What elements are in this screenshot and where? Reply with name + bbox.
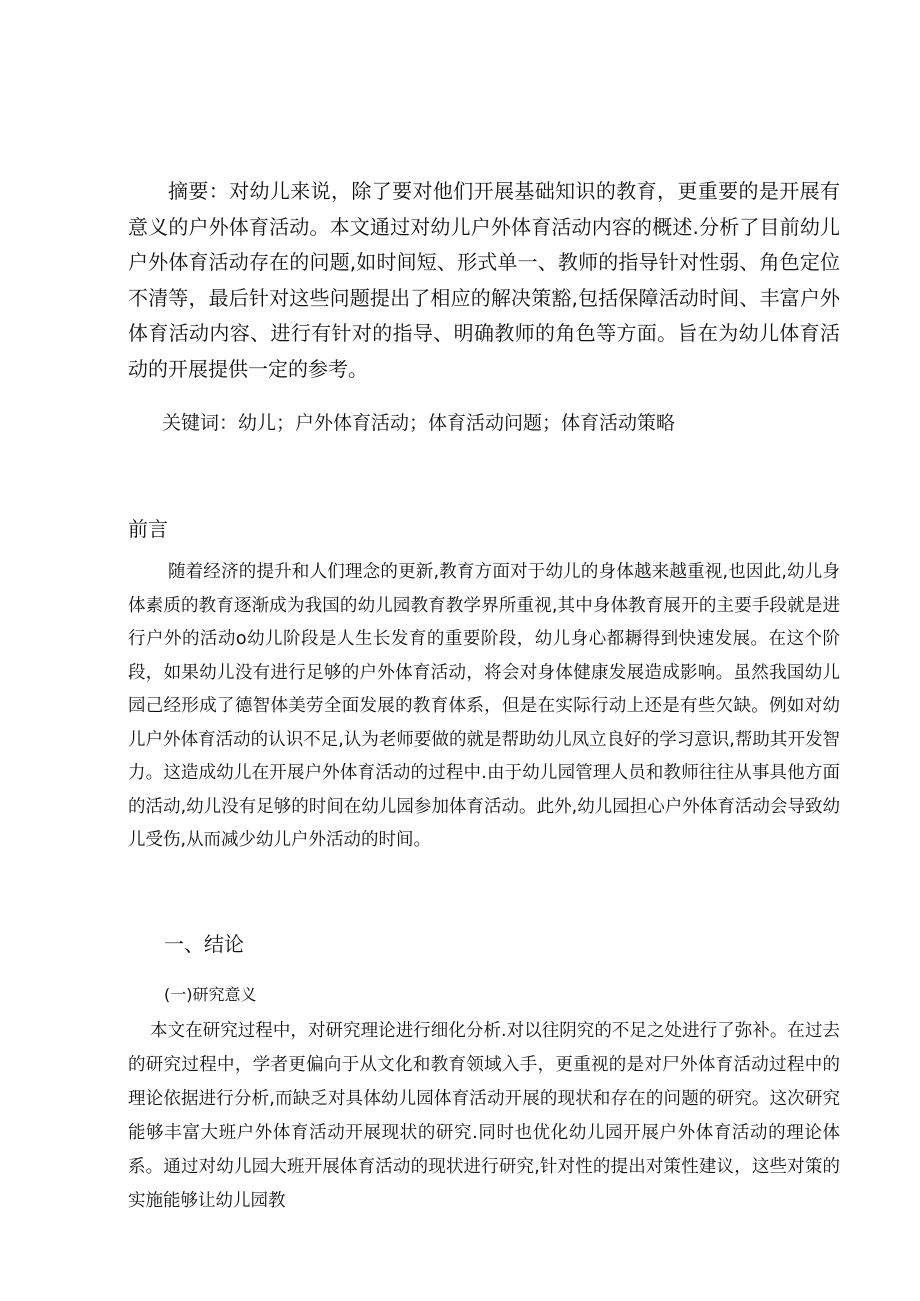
research-significance-paragraph: 本文在研究过程中，对研究理论进行细化分析.对以往阴究的不足之处进行了弥补。在过去的研究过程中，学者更偏向于从文化和教育领域入手，更重视的是对尸外体育活动过程中的理论依据进行分析,而缺乏对具体幼儿园体育活动开展的现状和存在的问题的研究。这次研究能够丰富大班户外体育活动开展现状的研究.同时也优化幼儿园开展户外体育活动的理论体系。通过对幼儿园大班开展体育活动的现状进行研究,针对性的提出对策性建议，这些对策的实施能够让幼儿园教 xyxy=(128,1021,840,1211)
abstract-paragraph: 摘要：对幼儿来说，除了要对他们开展基础知识的教育，更重要的是开展有意义的户外体育活动。本文通过对幼儿户外体育活动内容的概述.分析了目前幼儿户外体育活动存在的问题,如时间短、形式单一、教师的指导针对性弱、角色定位不清等，最后针对这些问题提出了相应的解决策豁,包括保障活动时间、丰富户外体育活动内容、进行有针对的指导、明确教师的角色等方面。旨在为幼儿体育活动的开展提供一定的参考。 xyxy=(128,179,840,381)
preface-title: 前言 xyxy=(128,517,168,541)
subsection-title-research-significance: (一)研究意义 xyxy=(164,985,257,1004)
preface-paragraph: 随着经济的提升和人们理念的更新,教育方面对于幼儿的身体越来越重视,也因此,幼儿身体素质的教育逐渐成为我国的幼儿园教育教学界所重视,其中身体教育展开的主要手段就是进行户外的活动o幼儿阶段是人生长发育的重要阶段，幼儿身心都耨得到快速发展。在这个阶段，如果幼儿没有进行足够的户外体育活动，将会对身体健康发展造成影响。虽然我国幼儿园己经形成了德智体美劳全面发展的教育体系，但是在实际行动上还是有些欠缺。例如对幼儿户外体育活动的认识不足,认为老师要做的就是帮助幼儿凤立良好的学习意识,帮助其开发智力。这造成幼儿在开展户外体育活动的过程中.由于幼儿园管理人员和教师往往从事具他方面的活动,幼儿没有足够的时间在幼儿园参加体育活动。此外,幼儿园担心户外体育活动会导致幼儿受伤,从而减少幼儿户外活动的时间。 xyxy=(128,562,840,850)
keywords-line: 关键词：幼儿；户外体育活动；体育活动问题；体育活动策略 xyxy=(162,412,676,434)
section-title-conclusion: 一、结论 xyxy=(164,932,244,956)
